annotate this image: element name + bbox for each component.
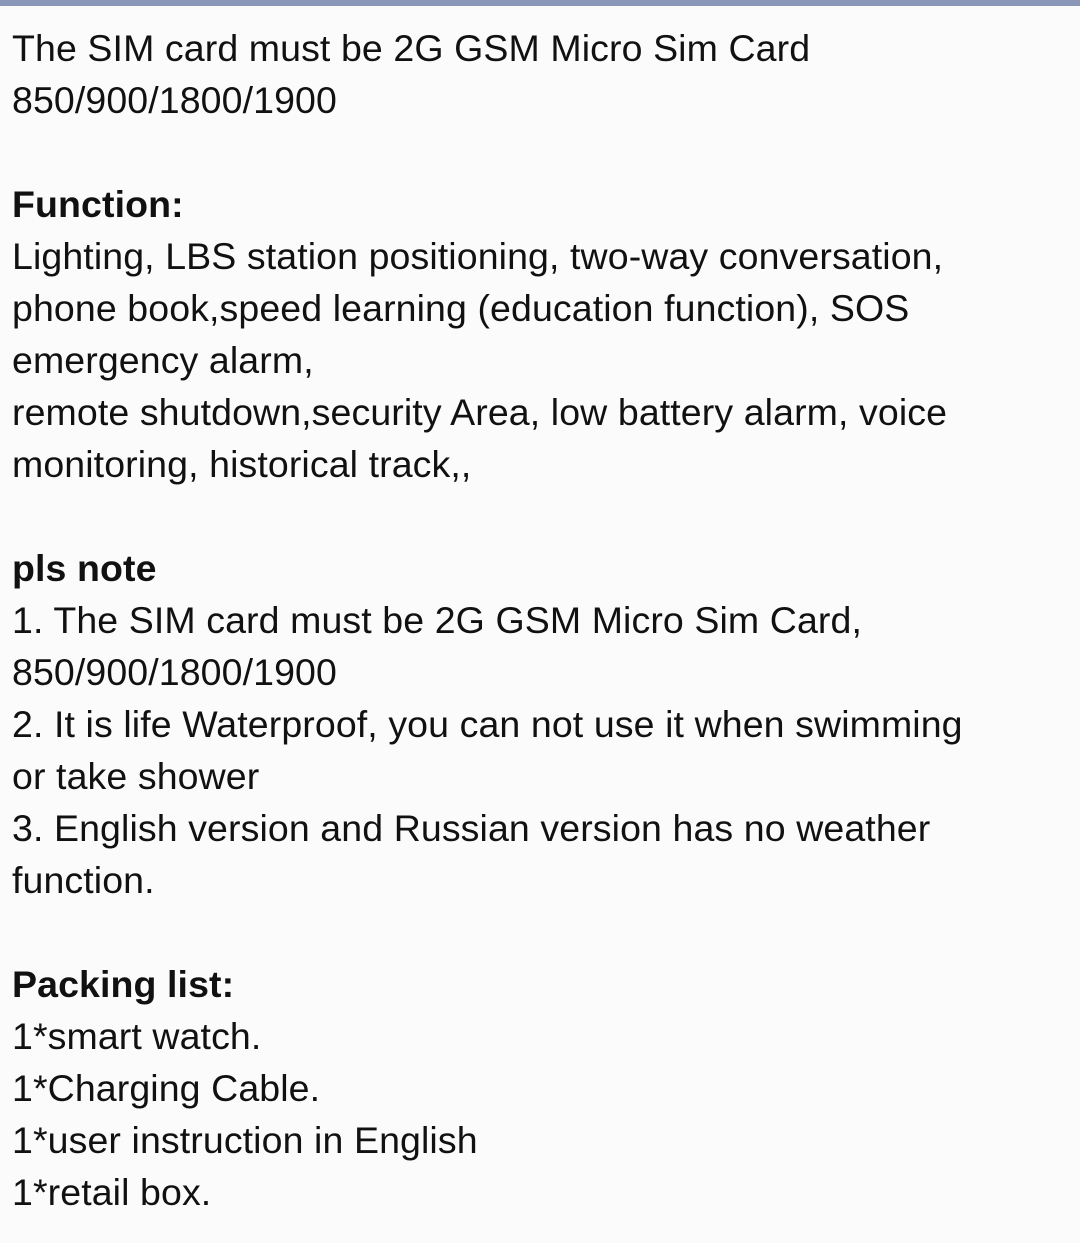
function-line: phone book,speed learning (education function), SOS (12, 287, 910, 329)
blank-line (12, 126, 1076, 178)
function-line: emergency alarm, (12, 339, 314, 381)
note-heading: pls note (12, 547, 157, 589)
intro-line: The SIM card must be 2G GSM Micro Sim Card (12, 27, 811, 69)
packing-item: 1*Charging Cable. (12, 1067, 321, 1109)
note-line: 850/900/1800/1900 (12, 651, 337, 693)
intro-line: 850/900/1800/1900 (12, 79, 337, 121)
function-line: monitoring, historical track,, (12, 443, 472, 485)
function-heading: Function: (12, 183, 184, 225)
note-line: 1. The SIM card must be 2G GSM Micro Sim Card, (12, 599, 862, 641)
function-line: remote shutdown,security Area, low battery alarm, voice (12, 391, 948, 433)
packing-item: 1*retail box. (12, 1171, 212, 1213)
top-divider-bar (0, 0, 1080, 6)
message-text (12, 22, 1076, 1218)
blank-line (12, 490, 1076, 542)
note-line: 2. It is life Waterproof, you can not use it when swimming (12, 703, 963, 745)
blank-line (12, 906, 1076, 958)
function-line: Lighting, LBS station positioning, two-way conversation, (12, 235, 944, 277)
packing-item: 1*user instruction in English (12, 1119, 478, 1161)
packing-item: 1*smart watch. (12, 1015, 262, 1057)
packing-heading: Packing list: (12, 963, 235, 1005)
note-line: function. (12, 859, 155, 901)
note-line: 3. English version and Russian version has no weather (12, 807, 931, 849)
note-line: or take shower (12, 755, 260, 797)
